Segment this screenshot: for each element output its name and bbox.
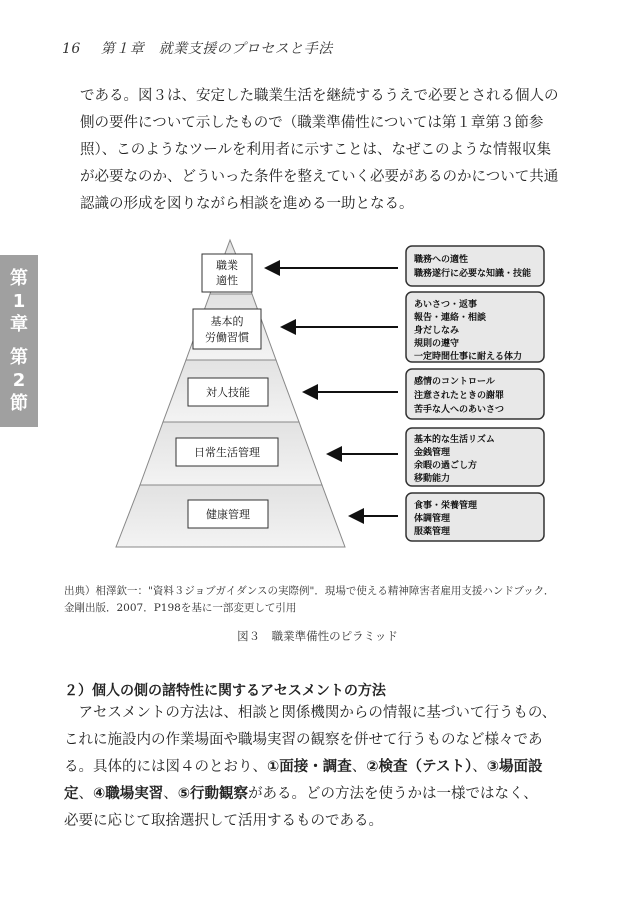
tab-char: 第 (10, 347, 28, 368)
note-box-3 (406, 369, 544, 419)
pyramid-figure (0, 232, 635, 562)
level-5-label: 健康管理 (206, 508, 250, 521)
note-5-line: 食事・栄養管理 (414, 501, 478, 511)
note-box-5 (406, 493, 544, 541)
method-scene-a: ③場面設 (486, 759, 543, 775)
note-3-line: 苦手な人へのあいさつ (414, 405, 505, 415)
note-2-line: 身だしなみ (414, 326, 460, 336)
separator: 、 (472, 759, 487, 775)
note-2-line: 一定時間仕事に耐える体力 (414, 352, 523, 362)
tab-char: 章 (10, 314, 28, 335)
note-4-line: 基本的な生活リズム (414, 435, 495, 445)
method-practicum: ④職場実習 (93, 786, 164, 802)
method-interview: ①面接・調査 (267, 759, 352, 775)
page-number: 16 (62, 41, 81, 57)
body-text: がある。どの方法を使うかは一様ではなく、 (248, 786, 538, 802)
note-1-line: 職務遂行に必要な知識・技能 (414, 269, 532, 279)
tab-char: 節 (10, 393, 28, 414)
method-observation: ⑤行動観察 (177, 786, 249, 802)
body-line: 必要に応じて取捨選択して活用するものである。 (64, 813, 383, 829)
body-line: これに施設内の作業場面や職場実習の観察を併せて行うものなど様々であ (64, 732, 543, 748)
tab-char: 1 (12, 291, 26, 312)
note-2-line: あいさつ・返事 (414, 300, 478, 310)
source-line: 金剛出版．2007．P198を基に一部変更して引用 (64, 602, 297, 614)
level-3-box (188, 378, 268, 406)
note-2-line: 規則の遵守 (414, 339, 460, 349)
level-2-box (193, 309, 261, 349)
level-1-line2: 適性 (216, 274, 238, 287)
chapter-title: 第１章 就業支援のプロセスと手法 (100, 41, 333, 57)
level-4-label: 日常生活管理 (194, 446, 260, 459)
tab-char: 第 (10, 268, 28, 289)
intro-line: 照）、このようなツールを利用者に示すことは、なぜこのような情報収集 (80, 142, 551, 158)
section-body (64, 700, 574, 835)
body-line: アセスメントの方法は、相談と関係機関からの情報に基づいて行うもの、 (64, 705, 557, 721)
note-3-line: 感情のコントロール (414, 377, 495, 387)
body-line (64, 781, 574, 808)
note-1-line: 職務への適性 (414, 255, 469, 265)
tab-char: 2 (12, 370, 26, 391)
note-3-line: 注意されたときの謝罪 (414, 391, 505, 401)
section-title: ２）個人の側の諸特性に関するアセスメントの方法 (64, 683, 386, 699)
note-box-2 (406, 292, 544, 362)
intro-paragraph (80, 83, 570, 218)
note-box-1 (406, 246, 544, 286)
intro-line: 認識の形成を図りながら相談を進める一助となる。 (80, 196, 414, 212)
separator: 、 (163, 786, 178, 802)
note-5-line: 服薬管理 (414, 527, 451, 537)
separator: 、 (78, 786, 93, 802)
level-4-box (176, 438, 278, 466)
level-1-box (202, 254, 252, 292)
level-5-box (188, 500, 268, 528)
method-test: ②検査（テスト） (366, 759, 473, 775)
figure-caption: 図３ 職業準備性のピラミッド (237, 629, 398, 643)
note-4-line: 移動能力 (414, 474, 451, 484)
note-5-line: 体調管理 (414, 514, 451, 524)
intro-line: である。図３は、安定した職業生活を継続するうえで必要とされる個人の (80, 88, 559, 104)
note-2-line: 報告・連絡・相談 (414, 313, 487, 323)
level-2-line1: 基本的 (210, 315, 244, 328)
body-line (64, 754, 574, 781)
body-text: る。具体的には図４のとおり、 (64, 759, 267, 775)
source-note (64, 583, 574, 617)
page-header (62, 38, 333, 58)
level-1-line1: 職業 (216, 259, 238, 272)
level-2-line2: 労働習慣 (205, 331, 249, 344)
intro-line: が必要なのか、どういった条件を整えていく必要があるのかについて共通 (80, 169, 559, 185)
separator: 、 (351, 759, 367, 775)
note-4-line: 余暇の過ごし方 (414, 461, 478, 471)
level-3-label: 対人技能 (206, 386, 250, 399)
method-scene-b: 定 (64, 786, 79, 802)
source-line: 出典）相澤欽一："資料３ジョブガイダンスの実際例"．現場で使える精神障害者雇用支援ハンドブック． (64, 585, 555, 597)
intro-line: 側の要件について示したもので（職業準備性については第１章第３節参 (80, 115, 544, 131)
note-4-line: 金銭管理 (414, 448, 451, 458)
note-box-4 (406, 428, 544, 486)
